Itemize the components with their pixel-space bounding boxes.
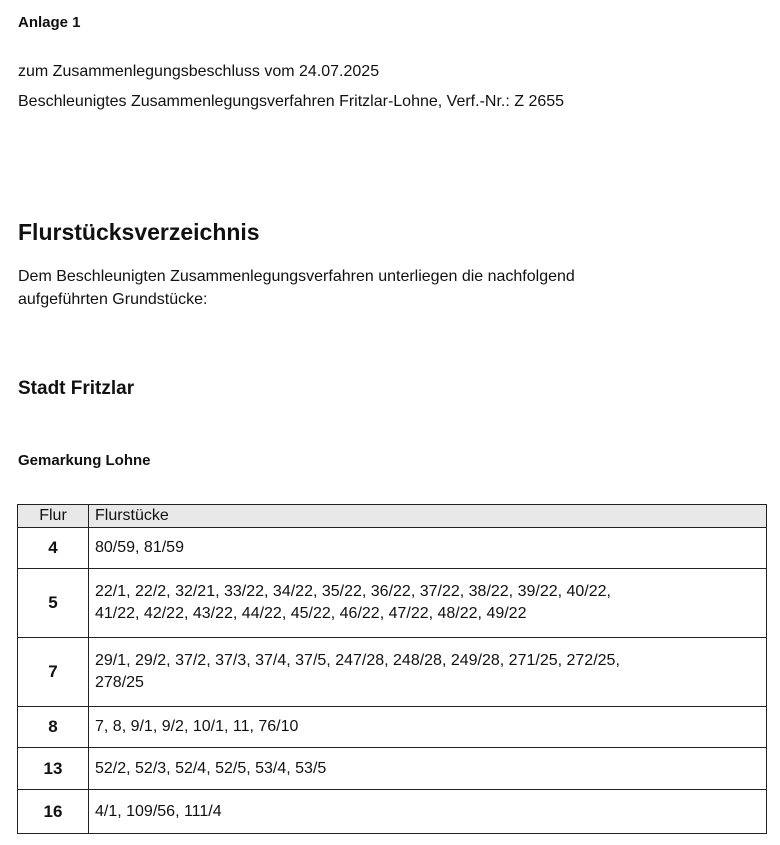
flur-number: 16 [18, 790, 89, 834]
flur-number: 8 [18, 707, 89, 748]
table-row [18, 528, 767, 569]
intro-paragraph [18, 265, 575, 311]
procedure-reference: Beschleunigtes Zusammenlegungsverfahren Fritzlar-Lohne, Verf.-Nr.: Z 2655 [18, 93, 565, 110]
table-row [18, 790, 767, 834]
annex-label: Anlage 1 [18, 14, 81, 31]
flur-number: 13 [18, 748, 89, 790]
parcel-list [89, 528, 767, 569]
parcel-list [89, 638, 767, 707]
intro-line: Dem Beschleunigten Zusammenlegungsverfahren unterliegen die nachfolgend [18, 268, 575, 285]
parcel-line: 29/1, 29/2, 37/2, 37/3, 37/4, 37/5, 247/28, 248/28, 249/28, 271/25, 272/25, [95, 652, 620, 669]
district-heading: Gemarkung Lohne [18, 452, 151, 469]
parcel-list [89, 569, 767, 638]
parcel-line: 52/2, 52/3, 52/4, 52/5, 53/4, 53/5 [95, 759, 327, 777]
flur-number: 7 [18, 638, 89, 707]
column-header-flurstuecke: Flurstücke [89, 505, 767, 528]
parcel-table [17, 504, 767, 834]
flur-number: 4 [18, 528, 89, 569]
parcel-list [89, 790, 767, 834]
flur-number: 5 [18, 569, 89, 638]
parcel-list [89, 748, 767, 790]
parcel-line: 4/1, 109/56, 111/4 [95, 802, 222, 820]
parcel-line: 7, 8, 9/1, 9/2, 10/1, 11, 76/10 [95, 718, 299, 735]
parcel-line: 22/1, 22/2, 32/21, 33/22, 34/22, 35/22, 36/22, 37/22, 38/22, 39/22, 40/22, [95, 583, 611, 600]
table-row [18, 569, 767, 638]
intro-line: aufgeführten Grundstücke: [18, 291, 208, 308]
resolution-reference: zum Zusammenlegungsbeschluss vom 24.07.2025 [18, 63, 380, 80]
parcel-list [89, 707, 767, 748]
parcel-line: 80/59, 81/59 [95, 539, 184, 556]
parcel-line: 41/22, 42/22, 43/22, 44/22, 45/22, 46/22, 47/22, 48/22, 49/22 [95, 605, 527, 622]
page-title: Flurstücksverzeichnis [18, 219, 260, 245]
table-row [18, 707, 767, 748]
parcel-line: 278/25 [95, 674, 144, 691]
table-header-row [18, 505, 767, 528]
table-row [18, 748, 767, 790]
city-heading: Stadt Fritzlar [18, 378, 135, 399]
table-row [18, 638, 767, 707]
column-header-flur: Flur [18, 505, 89, 528]
